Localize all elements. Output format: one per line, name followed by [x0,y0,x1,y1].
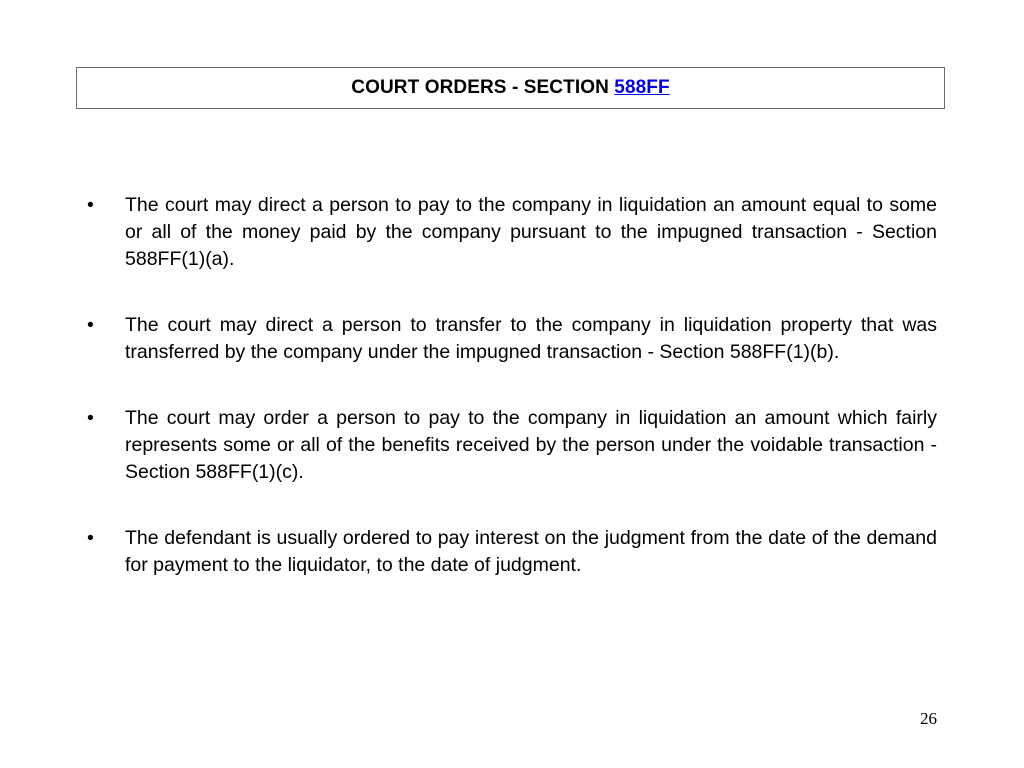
bullet-icon: • [87,194,94,216]
bullet-text: The court may order a person to pay to the company in liquidation an amount which fairly represents some or all of the benefits received by the person under the voidable transaction - Section 588FF(1)(c). [125,407,937,483]
bullet-item [84,525,937,579]
bullet-text: The court may direct a person to transfer to the company in liquidation property that was transferred by the company under the impugned transaction - Section 588FF(1)(b). [125,314,937,363]
bullet-item [84,312,937,366]
bullet-text: The court may direct a person to pay to the company in liquidation an amount equal to some or all of the money paid by the company pursuant to the impugned transaction - Section 588FF(1)(a). [125,194,937,270]
bullet-item [84,192,937,273]
section-588ff-link[interactable]: 588FF [614,77,670,98]
bullet-icon: • [87,407,94,429]
title-prefix: COURT ORDERS - SECTION [351,77,615,98]
slide-title-box [76,67,945,109]
bullet-icon: • [87,527,94,549]
bullet-text: The defendant is usually ordered to pay interest on the judgment from the date of the demand for payment to the liquidator, to the date of judgment. [125,527,937,576]
bullet-item [84,405,937,486]
slide-title [351,77,669,99]
bullet-list [84,192,937,618]
bullet-icon: • [87,314,94,336]
page-number: 26 [920,709,937,728]
